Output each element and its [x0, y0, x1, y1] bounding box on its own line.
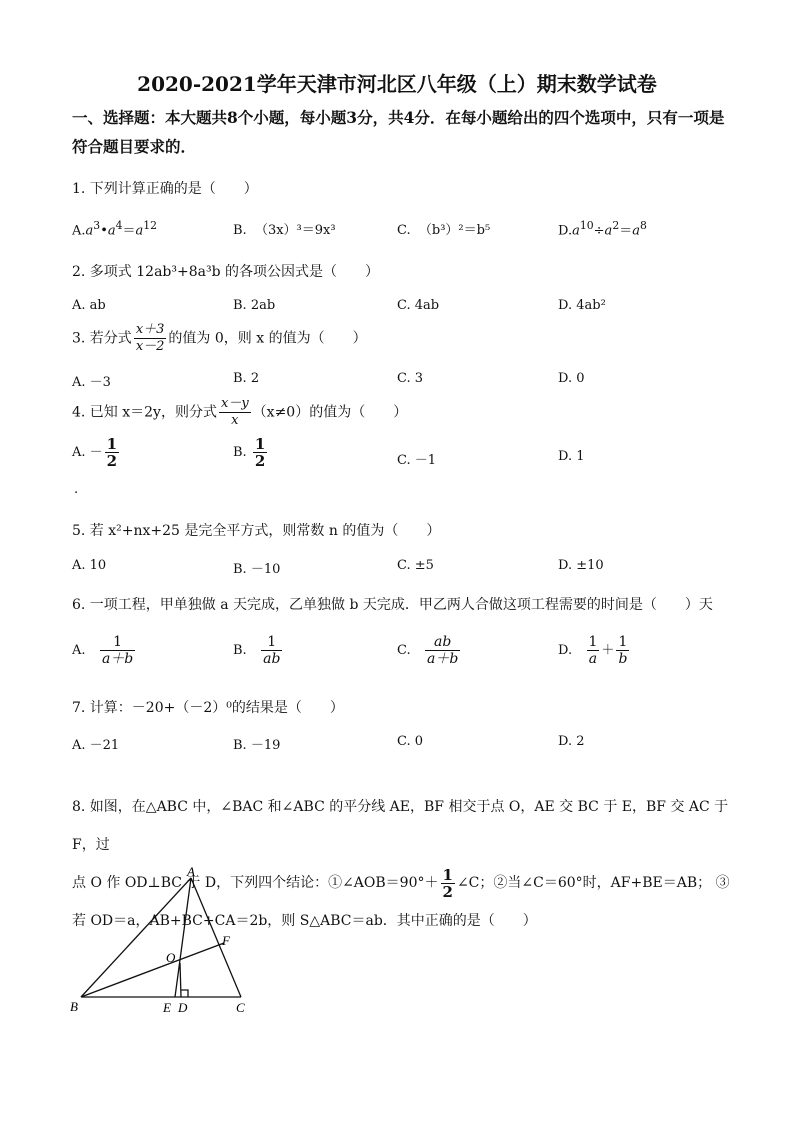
q4-option-b: B. $\frac{1}{2}$ [233, 435, 266, 470]
q5-option-c: C. ±5 [397, 558, 434, 573]
q3-option-d: D. 0 [558, 371, 585, 386]
q5-option-d: D. ±10 [558, 558, 604, 573]
triangle-figure [60, 866, 290, 1026]
question-5-stem: 5. 若 x²+nx+25 是完全平方式，则常数 n 的值为（ ） [72, 523, 441, 539]
side-ac [191, 878, 241, 997]
q7-option-b: B. －19 [233, 738, 281, 753]
q6-option-a: A. $\frac{1}{a+b}$ [72, 634, 134, 667]
q1-option-c: C. （b³）²＝b⁵ [397, 223, 491, 238]
question-1-stem: 1. 下列计算正确的是（ ） [72, 181, 258, 197]
q3-option-a: A. －3 [72, 375, 111, 390]
q7-option-a: A. －21 [72, 738, 120, 753]
q3-option-b: B. 2 [233, 371, 260, 386]
q2-option-c: C. 4ab [397, 298, 440, 313]
q1-option-b: B. （3x）³＝9x³ [233, 223, 336, 238]
question-3-stem: 3. 若分式 $\frac{x+3}{x-2}$ 的值为 0，则 x 的值为（ ） [72, 322, 367, 354]
q2-option-b: B. 2ab [233, 298, 276, 313]
q4-option-c: C. －1 [397, 453, 437, 468]
q7-option-c: C. 0 [397, 734, 424, 749]
q2-option-d: D. 4ab² [558, 298, 606, 313]
q3-option-c: C. 3 [397, 371, 424, 386]
perpendicular-od [180, 963, 181, 997]
q6-option-c: C. $\frac{ab}{a+b}$ [397, 634, 459, 667]
label-a: A [187, 866, 195, 879]
question-4-stem: 4. 已知 x＝2y，则分式 $\frac{x-y}{x}$ （x≠0）的值为（ ） [72, 396, 408, 428]
q6-option-b: B. $\frac{1}{ab}$ [233, 634, 281, 667]
q4-option-d: D. 1 [558, 449, 585, 464]
page-title: 2020-2021学年天津市河北区八年级（上）期末数学试卷 [137, 72, 657, 96]
q4-fraction: $\frac{x-y}{x}$ [220, 396, 249, 428]
question-7-stem: 7. 计算：－20+（－2）⁰的结果是（ ） [72, 700, 344, 716]
q5-option-a: A. 10 [72, 558, 107, 573]
q1-option-d: $D.a^{10}\div a^2=a^8$ [558, 219, 647, 239]
q5-option-b: B. －10 [233, 562, 281, 577]
side-ab [81, 878, 191, 997]
q6-option-d: D. $\frac{1}{a}$ ＋ $\frac{1}{b}$ [558, 634, 628, 667]
bisector-bf [81, 943, 224, 997]
q4-option-a: A. － $\frac{1}{2}$ [72, 435, 118, 470]
label-d: D [178, 1000, 188, 1015]
stray-dot: . [74, 482, 79, 497]
label-e: E [163, 1000, 171, 1015]
q2-option-a: A. ab [72, 298, 106, 313]
section-heading: 一、选择题：本大题共8个小题，每小题3分，共4分．在每小题给出的四个选项中，只有一项是符合题目要求的． [72, 108, 725, 156]
q3-fraction: $\frac{x+3}{x-2}$ [135, 322, 165, 354]
right-angle-mark [181, 990, 188, 997]
question-8-stem: 8. 如图，在△ABC 中，∠BAC 和∠ABC 的平分线 AE，BF 相交于点 O，AE 交 BC 于 E，BF 交 AC 于 F，过 点 O 作 OD⊥BC 于 D，下列四个结论：①∠AOB＝90°＋ $\frac{1}{2}$ ∠C；②当∠C＝60°时，AF+BE＝AB； ③ 若 OD＝a，AB+BC+CA＝2b，则 S△ABC＝ab．其中正确的是（ ） [72, 799, 730, 929]
q1-option-a: $A.a^3•a^4=a^{12}$ [72, 219, 158, 239]
bisector-ae [175, 878, 191, 997]
question-2-stem: 2. 多项式 12ab³+8a³b 的各项公因式是（ ） [72, 264, 380, 280]
label-c: C [236, 1000, 245, 1015]
label-f: F [222, 933, 230, 948]
label-b: B [70, 999, 78, 1014]
q7-option-d: D. 2 [558, 734, 585, 749]
question-6-stem: 6. 一项工程，甲单独做 a 天完成，乙单独做 b 天完成．甲乙两人合做这项工程需要的时间是（ ）天 [72, 597, 713, 613]
label-o: O [166, 950, 176, 965]
